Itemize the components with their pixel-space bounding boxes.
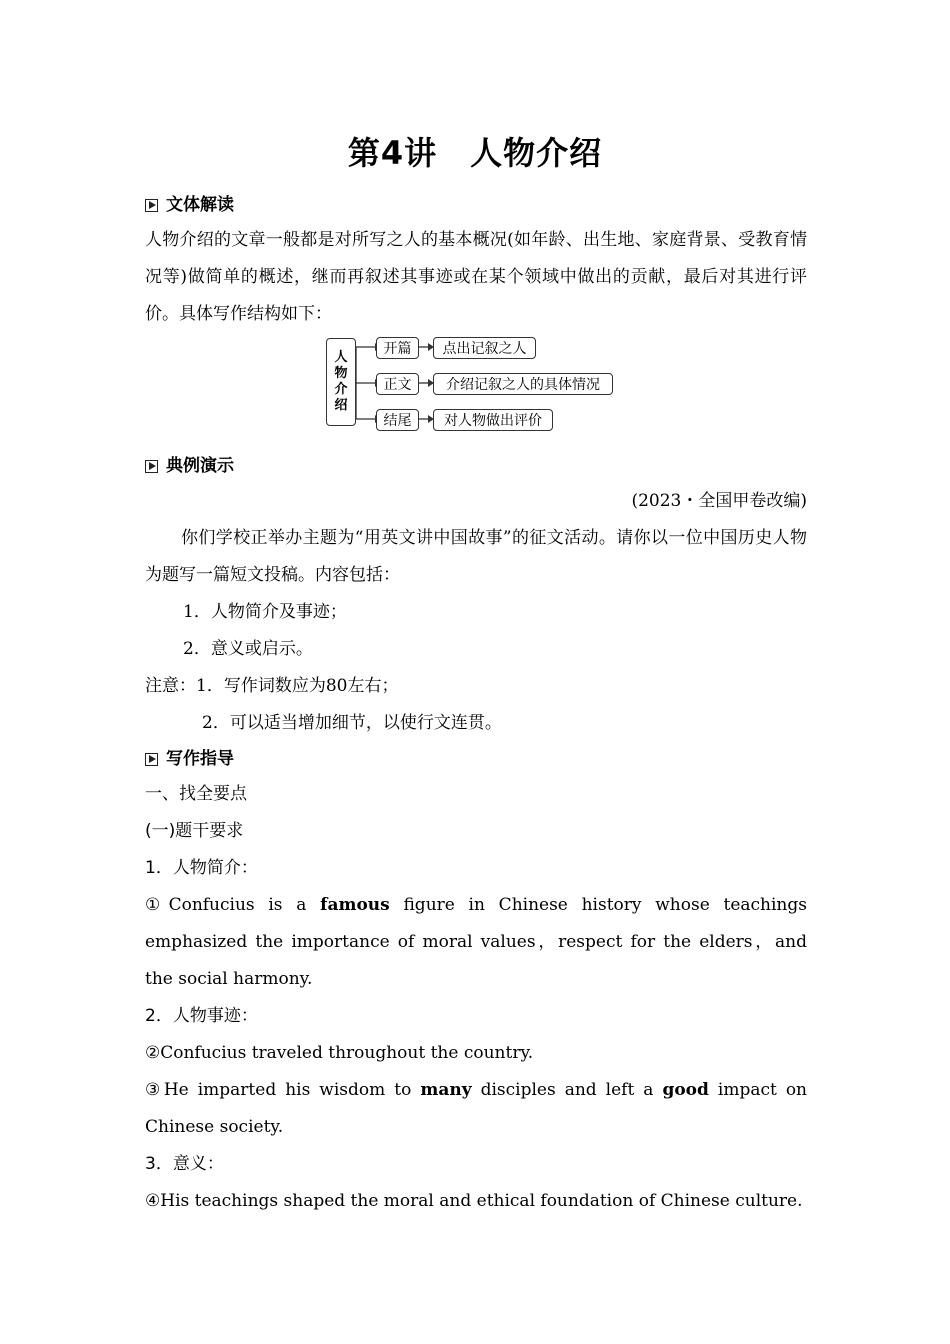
guide-sentence: ②Confucius traveled throughout the country.	[145, 1043, 534, 1063]
example-note: 注意：1．写作词数应为80左右；	[145, 676, 399, 696]
genre-description: 人物介绍的文章一般都是对所写之人的基本概况(如年龄、出生地、家庭背景、受教育情况等)做简单的概述，继而再叙述其事迹或在某个领域中做出的贡献，最后对其进行评价。具体写作结构如下：	[145, 230, 807, 324]
guide-heading: 1．人物简介：	[145, 858, 258, 878]
diagram-branch-desc: 点出记叙之人	[433, 337, 536, 359]
example-note: 2．可以适当增加细节，以使行文连贯。	[202, 713, 502, 733]
diagram-branch-desc: 对人物做出评价	[433, 409, 553, 431]
section-heading-text: 典例演示	[166, 456, 234, 476]
play-icon	[145, 753, 158, 766]
diagram-root: 人 物 介 绍	[326, 338, 356, 426]
diagram-branch-label: 开篇	[376, 337, 419, 359]
section-heading-text: 写作指导	[166, 749, 234, 769]
diagram-branch-label: 结尾	[376, 409, 419, 431]
guide-subpart: (一)题干要求	[145, 821, 244, 841]
guide-heading: 2．人物事迹：	[145, 1006, 258, 1026]
guide-sentence: ①Confucius is a famous figure in Chinese history whose teachings emphasized the importance of moral values，respect for the elders，and the social harmony.	[145, 895, 807, 989]
section-heading-example	[145, 449, 807, 483]
play-icon	[145, 460, 158, 473]
diagram-branch-desc: 介绍记叙之人的具体情况	[433, 373, 613, 395]
example-item: 2．意义或启示。	[183, 639, 313, 659]
section-heading-guide	[145, 742, 807, 776]
diagram-branch-label: 正文	[376, 373, 419, 395]
example-source: (2023・全国甲卷改编)	[631, 491, 807, 511]
guide-heading: 3．意义：	[145, 1154, 224, 1174]
structure-diagram	[145, 337, 807, 435]
guide-sentence: ③He imparted his wisdom to many disciples and left a good impact on Chinese society.	[145, 1080, 808, 1137]
example-prompt: 你们学校正举办主题为“用英文讲中国故事”的征文活动。请你以一位中国历史人物为题写一篇短文投稿。内容包括：	[145, 528, 807, 585]
play-icon	[145, 199, 158, 212]
guide-part: 一、找全要点	[145, 784, 247, 804]
guide-sentence: ④His teachings shaped the moral and ethical foundation of Chinese culture.	[145, 1191, 803, 1211]
section-heading-text: 文体解读	[166, 195, 234, 215]
page-title: 第4讲 人物介绍	[347, 134, 603, 172]
example-item: 1．人物简介及事迹；	[183, 602, 347, 622]
section-heading-genre	[145, 188, 807, 222]
content	[145, 188, 807, 1220]
